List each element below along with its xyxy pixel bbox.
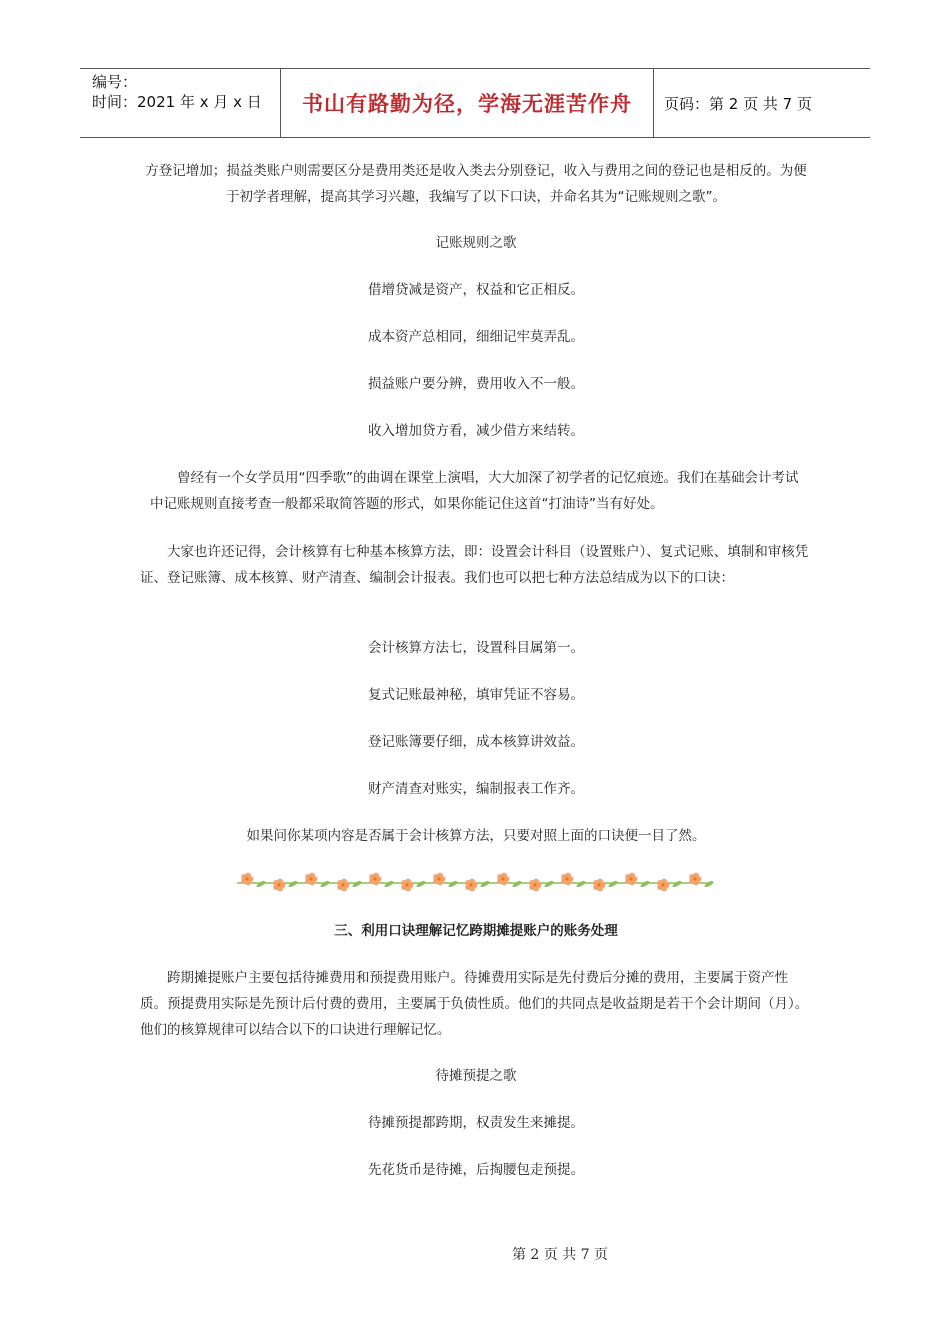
header-motto-cell	[281, 69, 654, 137]
song2-line-2: 复式记账最神秘，填审凭证不容易。	[368, 687, 584, 703]
page-label: 页码：第 2 页 共 7 页	[664, 94, 812, 113]
song1-line-4: 收入增加贷方看，减少借方来结转。	[368, 423, 584, 439]
song1-line-3: 损益账户要分辨，费用收入不一般。	[368, 376, 584, 392]
song1-line-1: 借增贷减是资产，权益和它正相反。	[368, 282, 584, 298]
song3-line-1: 待摊预提都跨期，权责发生来摊提。	[368, 1115, 584, 1131]
section-heading: 三、利用口诀理解记忆跨期摊提账户的账务处理	[334, 923, 618, 939]
paragraph-intro: 方登记增加；损益类账户则需要区分是费用类还是收入类去分别登记，收入与费用之间的登记也是相反的。为便于初学者理解，提高其学习兴趣，我编写了以下口诀，并命名其为“记账规则之歌”。	[145, 163, 807, 205]
page-header	[80, 68, 870, 138]
song2-line-4: 财产清查对账实，编制报表工作齐。	[368, 781, 584, 797]
paragraph-song-story: 曾经有一个女学员用“四季歌”的曲调在课堂上演唱，大大加深了初学者的记忆痕迹。我们在基础会计考试中记账规则直接考查一般都采取简答题的形式，如果你能记住这首“打油诗”当有好处。	[150, 470, 799, 512]
song3-line-2: 先花货币是待摊，后掏腰包走预提。	[368, 1162, 584, 1178]
paragraph-methods: 大家也许还记得，会计核算有七种基本核算方法，即：设置会计科目（设置账户）、复式记账、填制和审核凭证、登记账簿、成本核算、财产清查、编制会计报表。我们也可以把七种方法总结成为以下的口诀：	[140, 544, 809, 586]
paragraph-accruals: 跨期摊提账户主要包括待摊费用和预提费用账户。待摊费用实际是先付费后分摊的费用，主要属于资产性质。预提费用实际是先预计后付费的费用，主要属于负债性质。他们的共同点是收益期是若干个会计期间（月）。他们的核算规律可以结合以下的口诀进行理解记忆。	[140, 970, 809, 1038]
number-label: 编号：	[92, 73, 138, 91]
date-label: 时间：2021 年 x 月 x 日	[92, 93, 262, 111]
motto: 书山有路勤为径，学海无涯苦作舟	[302, 92, 632, 116]
page-footer: 第 2 页 共 7 页	[511, 1247, 609, 1263]
song1-line-2: 成本资产总相同，细细记牢莫弄乱。	[368, 329, 584, 345]
song1-title: 记账规则之歌	[435, 235, 517, 251]
song2-line-1: 会计核算方法七，设置科目属第一。	[368, 640, 584, 656]
paragraph-conclusion: 如果问你某项内容是否属于会计核算方法，只要对照上面的口诀便一目了然。	[246, 828, 706, 844]
song3-title: 待摊预提之歌	[435, 1068, 517, 1084]
song2-line-3: 登记账簿要仔细，成本核算讲效益。	[368, 734, 584, 750]
header-meta	[80, 69, 281, 137]
flower-vine-divider-icon	[235, 869, 715, 895]
